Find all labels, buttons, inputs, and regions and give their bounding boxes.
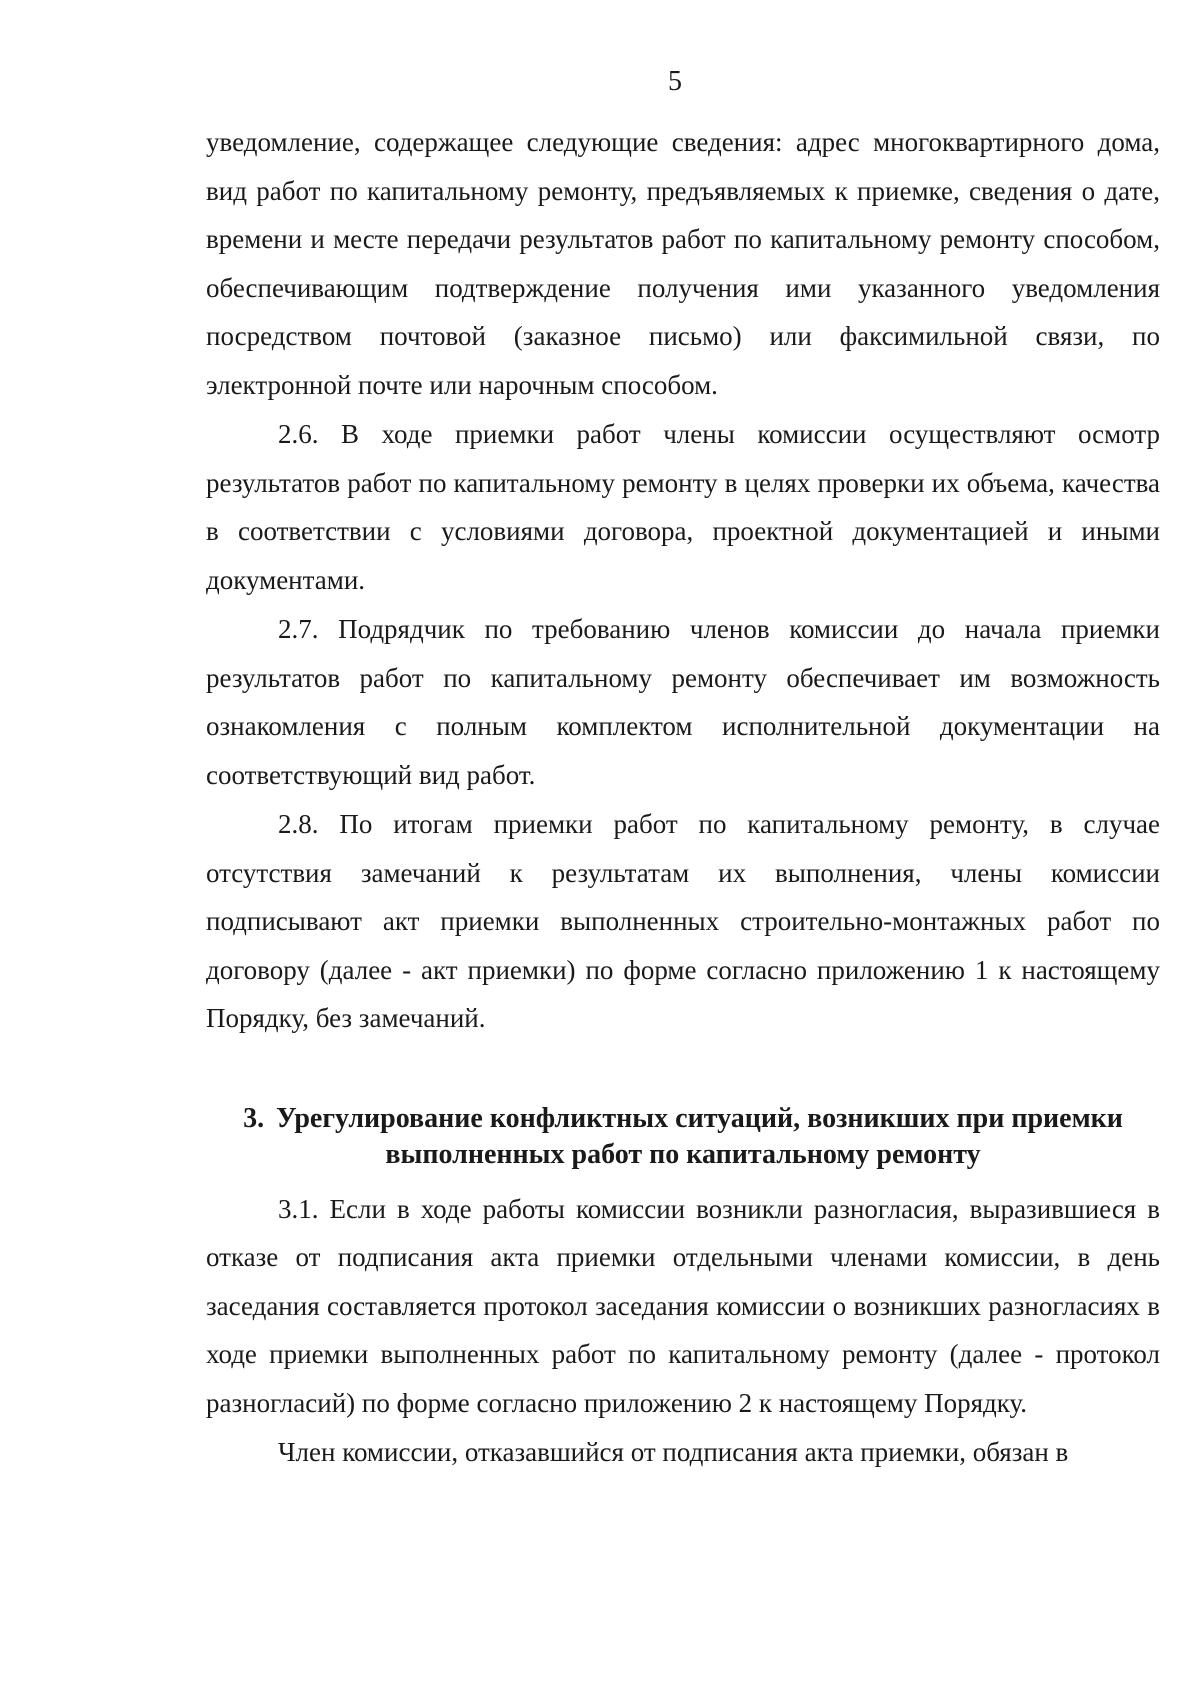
paragraph-member-refusal: Член комиссии, отказавшийся от подписания акта приемки, обязан в [278, 1437, 1069, 1467]
paragraph-2-7: 2.7. Подрядчик по требованию членов комиссии до начала приемки результатов работ по капитальному ремонту обеспечивает им возможность ознакомления с полным комплектом исполнительной документации на соответствующий вид работ. [206, 614, 1160, 790]
section-3-title-line-1: Урегулирование конфликтных ситуаций, возникших при приемки [276, 1102, 1123, 1134]
paragraph-2-8: 2.8. По итогам приемки работ по капитальному ремонту, в случае отсутствия замечаний к результатам их выполнения, члены комиссии подписывают акт приемки выполненных строительно-монтажных работ по договору (далее - акт приемки) по форме согласно приложению 1 к настоящему Порядку, без замечаний. [206, 809, 1160, 1033]
section-3-title-line-2: выполненных работ по капитальному ремонту [385, 1138, 981, 1170]
section-3-number: 3. [243, 1102, 265, 1134]
section-3-heading [206, 1101, 1160, 1173]
document-body [206, 118, 1160, 1477]
page-number: 5 [668, 66, 682, 97]
paragraph-3-1: 3.1. Если в ходе работы комиссии возникли разногласия, выразившиеся в отказе от подписания акта приемки отдельными членами комиссии, в день заседания составляется протокол заседания комиссии о возникших разногласиях в ходе приемки выполненных работ по капитальному ремонту (далее - протокол разногласий) по форме согласно приложению 2 к настоящему Порядку. [206, 1193, 1160, 1418]
section-3-heading-line-1 [206, 1101, 1160, 1137]
paragraph-2-6: 2.6. В ходе приемки работ члены комиссии осуществляют осмотр результатов работ по капитальному ремонту в целях проверки их объема, качества в соответствии с условиями договора, проектной документацией и иными документами. [206, 419, 1160, 595]
paragraph-continuation: уведомление, содержащее следующие сведения: адрес многоквартирного дома, вид работ по капитальному ремонту, предъявляемых к приемке, сведения о дате, времени и месте передачи результатов работ по капитальному ремонту способом, обеспечивающим подтверждение получения ими указанного уведомления посредством почтовой (заказное письмо) или факсимильной связи, по электронной почте или нарочным способом. [206, 127, 1160, 400]
